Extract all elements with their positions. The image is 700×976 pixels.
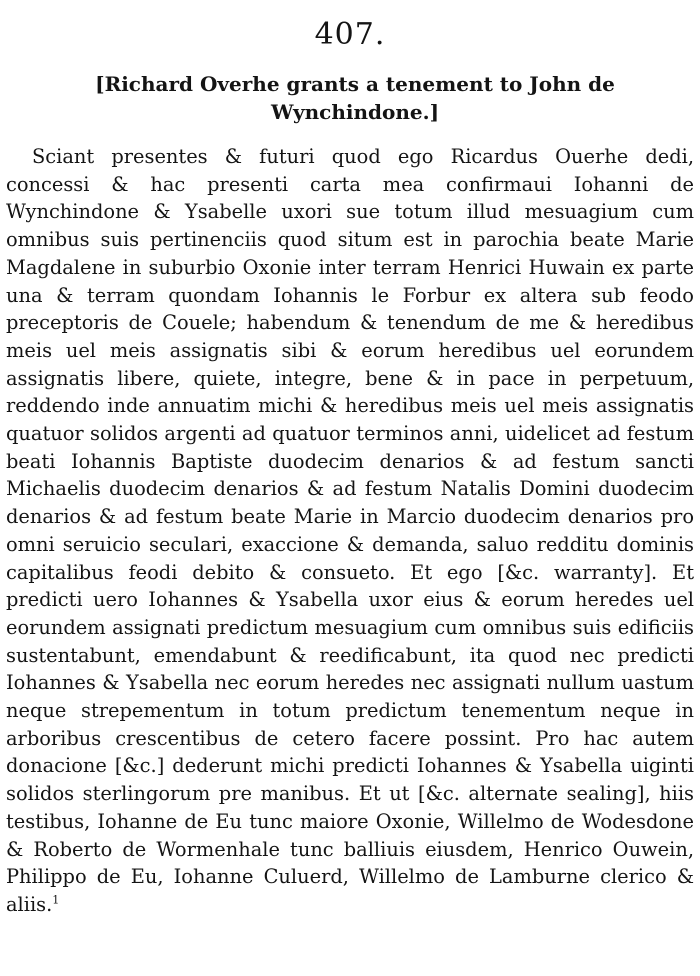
charter-body (6, 143, 694, 919)
charter-title: [Richard Overhe grants a tenement to John de Wynchindone.] (95, 72, 615, 124)
charter-body-text: Sciant presentes & futuri quod ego Ricardus Ouerhe dedi, concessi & hac presenti carta mea confirmaui Iohanni de Wynchindone & Ysabelle uxori sue totum illud mesuagium cum omnibus suis pertinenciis quod situm est in parochia beate Marie Magdalene in suburbio Oxonie inter terram Henrici Huwain ex parte una & terram quondam Iohannis le Forbur ex altera sub feodo preceptoris de Couele; habendum & tenendum de me & heredibus meis uel meis assignatis sibi & eorum heredibus uel eorundem assignatis libere, quiete, integre, bene & in pace in perpetuum, reddendo inde annuatim michi & heredibus meis uel meis assignatis quatuor solidos argenti ad quatuor terminos anni, uidelicet ad festum beati Iohannis Baptiste duodecim denarios & ad festum sancti Michaelis duodecim denarios & ad festum Natalis Domini duodecim denarios & ad festum beate Marie in Marcio duodecim denarios pro omni seruicio seculari, exaccione & demanda, saluo redditu dominis capitalibus feodi debito & consueto. Et ego [&c. warranty]. Et predicti uero Iohannes & Ysabella uxor eius & eorum heredes uel eorundem assignati predictum mesuagium cum omnibus suis edificiis sustentabunt, emendabunt & reedificabunt, ita quod nec predicti Iohannes & Ysabella nec eorum heredes nec assignati nullum uastum neque strepementum in totum predictum tenementum neque in arboribus crescentibus de cetero facere possint. Pro hac autem donacione [&c.] dederunt michi predicti Iohannes & Ysabella uiginti solidos sterlingorum pre manibus. Et ut [&c. alternate sealing], hiis testibus, Iohanne de Eu tunc maiore Oxonie, Willelmo de Wodesdone & Roberto de Wormenhale tunc balliuis eiusdem, Henrico Ouwein, Philippo de Eu, Iohanne Culuerd, Willelmo de Lamburne clerico & aliis. (6, 145, 694, 916)
footnote-marker: 1 (52, 893, 60, 907)
page-number: 407. (314, 17, 386, 52)
